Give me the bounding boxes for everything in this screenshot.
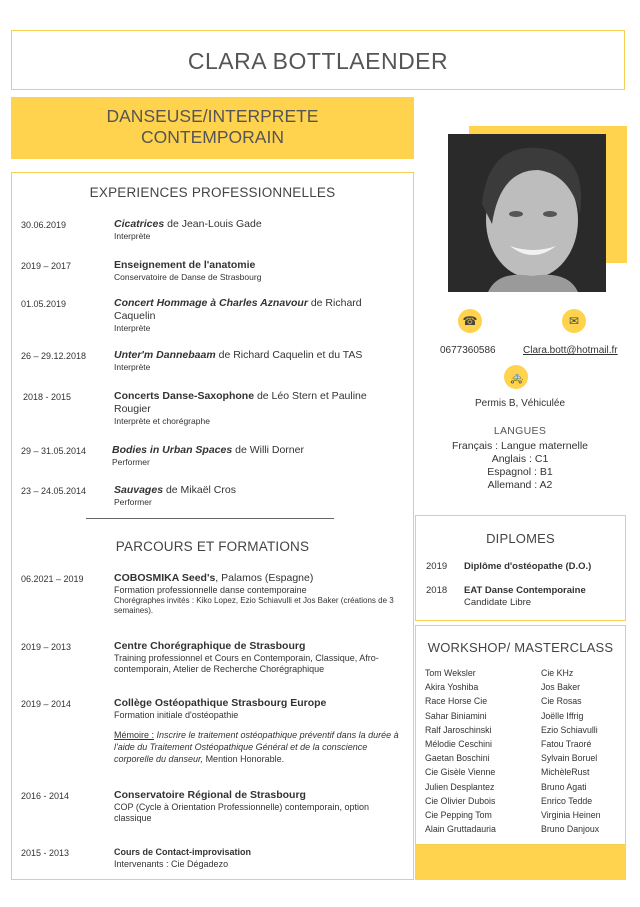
experiences-title: EXPERIENCES PROFESSIONNELLES	[89, 185, 336, 200]
workshop-name: Bruno Agati	[541, 781, 587, 792]
workshop-name: Cie KHz	[541, 668, 574, 678]
footer-accent	[415, 845, 626, 880]
diplome-sub: Candidate Libre	[464, 597, 532, 608]
experience-author: de Willi Dorner	[232, 444, 304, 456]
experience-role: Performer	[114, 497, 152, 507]
workshop-list-left	[425, 666, 496, 836]
experience-title: Concert Hommage à Charles Aznavour	[114, 297, 308, 309]
memoire-subject: Inscrire le traitement ostéopathique préventif dans la durée à l'aide du Traitement Ostéopathique Général et de la conscience corporelle du danseur,	[114, 730, 399, 764]
experience-title: Enseignement de l'anatomie	[114, 259, 256, 271]
formation-date: 2019 – 2014	[21, 699, 72, 709]
experience-title: Concerts Danse-Saxophone	[114, 390, 255, 402]
diplome-year: 2018	[426, 585, 448, 596]
experience-author: de Jean-Louis Gade	[164, 218, 262, 230]
formation-description: Formation initiale d'ostéopathie	[114, 710, 239, 720]
experience-role: Interprète	[114, 231, 151, 241]
workshop-name: Race Horse Cie	[425, 696, 488, 707]
workshop-name: Tom Weksler	[425, 668, 476, 678]
formation-date: 2019 – 2013	[21, 642, 72, 652]
workshop-name: Julien Desplantez	[425, 781, 495, 792]
experience-role: Interprète	[114, 323, 151, 333]
formation-title: Cours de Contact-improvisation	[114, 847, 252, 857]
experience-item	[114, 349, 404, 373]
memoire-mention: Mention Honorable.	[203, 754, 285, 764]
formation-description: Intervenants : Cie Dégadezo	[114, 859, 229, 869]
workshop-name: Sylvain Boruel	[541, 753, 598, 764]
formation-date: 06.2021 – 2019	[21, 574, 84, 584]
experience-date: 01.05.2019	[21, 299, 67, 309]
experience-author: de Léo Stern et Pauline Rougier	[114, 390, 367, 415]
formation-item	[114, 697, 404, 765]
diplome-name: EAT Danse Contemporaine	[464, 585, 586, 596]
workshop-list-right	[541, 666, 601, 836]
experience-date: 26 – 29.12.2018	[21, 351, 87, 361]
workshop-name: Ezio Schiavulli	[541, 724, 598, 735]
workshop-name: Cie Gisèle Vienne	[425, 767, 496, 778]
workshop-title: WORKSHOP/ MASTERCLASS	[427, 640, 614, 655]
memoire-text	[114, 729, 404, 765]
experience-item	[114, 218, 404, 242]
workshop-name: Jos Baker	[541, 682, 581, 693]
workshop-name: Joëlle Iffrig	[541, 710, 584, 721]
formation-item	[114, 640, 404, 675]
langue-item: Allemand : A2	[487, 479, 553, 491]
job-title-box	[11, 97, 414, 159]
workshop-name: Gaetan Boschini	[425, 753, 490, 764]
formation-description: Formation professionnelle danse contemporaine	[114, 585, 307, 595]
workshop-name: Bruno Danjoux	[541, 824, 600, 835]
diplome-year: 2019	[426, 561, 448, 572]
formation-date: 2015 - 2013	[21, 848, 70, 858]
person-name: CLARA BOTTLAENDER	[187, 48, 449, 74]
experience-date: 23 – 24.05.2014	[21, 486, 87, 496]
email-link[interactable]: Clara.bott@hotmail.fr	[523, 345, 618, 356]
diplome-name: Diplôme d'ostéopathe (D.O.)	[464, 561, 592, 572]
diplomes-title: DIPLOMES	[486, 531, 555, 546]
workshop-name: Ralf Jaroschinski	[425, 724, 492, 735]
formations-title: PARCOURS ET FORMATIONS	[115, 539, 310, 554]
experience-author: de Richard Caquelin et du TAS	[215, 349, 363, 361]
experience-date: 30.06.2019	[21, 220, 67, 230]
experience-date: 2018 - 2015	[23, 392, 72, 402]
formation-description: Training professionnel et Cours en Contemporain, Classique, Afro-contemporain, Atelier de Recherche Chorégraphique	[114, 653, 379, 674]
car-icon: 🚕	[504, 365, 528, 389]
formation-title: COBOSMIKA Seed's	[114, 572, 216, 584]
experience-item	[112, 444, 402, 468]
experience-item	[114, 297, 404, 334]
phone-number[interactable]: 0677360586	[440, 345, 496, 356]
experience-date: 29 – 31.05.2014	[21, 446, 87, 456]
experience-role: Conservatoire de Danse de Strasbourg	[114, 272, 262, 282]
workshop-name: Sahar Biniamini	[425, 710, 487, 721]
formation-title: Conservatoire Régional de Strasbourg	[114, 789, 306, 801]
experience-item	[114, 390, 404, 427]
formation-description: COP (Cycle à Orientation Professionnelle) contemporain, option classique	[114, 802, 369, 823]
memoire-label: Mémoire :	[114, 730, 155, 740]
workshop-name: Cie Olivier Dubois	[425, 795, 496, 806]
langue-item: Anglais : C1	[491, 453, 549, 465]
workshop-name: Enrico Tedde	[541, 795, 593, 806]
workshop-name: Cie Rosas	[541, 696, 582, 707]
formation-guests: Chorégraphes invités : Kiko Lopez, Ezio Schiavulli et Jos Baker (créations de 3 semaines).	[114, 596, 394, 615]
formation-item	[114, 846, 404, 870]
experience-author: de Richard Caquelin	[114, 297, 362, 322]
workshop-name: MichèleRust	[541, 767, 590, 778]
workshop-name: Akira Yoshiba	[425, 682, 479, 693]
formation-location: , Palamos (Espagne)	[215, 572, 314, 584]
workshop-name: Mélodie Ceschini	[425, 739, 492, 750]
experience-title: Unter'm Dannebaam	[114, 349, 216, 361]
workshop-name: Alain Gruttadauria	[425, 824, 496, 835]
permis-text: Permis B, Véhiculée	[474, 398, 566, 409]
langues-title: LANGUES	[493, 425, 547, 437]
formation-date: 2016 - 2014	[21, 791, 70, 801]
formation-item	[114, 572, 404, 616]
experience-title: Cicatrices	[114, 218, 165, 230]
section-divider	[86, 518, 334, 519]
experience-role: Interprète et chorégraphe	[114, 416, 210, 426]
experience-item	[114, 484, 404, 508]
experience-role: Interprète	[114, 362, 151, 372]
langue-item: Espagnol : B1	[487, 466, 553, 478]
email-icon: ✉	[562, 309, 586, 333]
name-header	[11, 30, 625, 90]
experience-role: Performer	[112, 457, 150, 467]
portrait-graphic	[448, 134, 606, 292]
profile-photo	[448, 134, 606, 292]
experience-item	[114, 259, 404, 283]
experience-author: de Mikaël Cros	[163, 484, 236, 496]
formation-title: Collège Ostéopathique Strasbourg Europe	[114, 697, 327, 709]
formation-item	[114, 789, 404, 824]
experience-title: Sauvages	[114, 484, 164, 496]
formation-title: Centre Chorégraphique de Strasbourg	[114, 640, 306, 652]
workshop-name: Fatou Traoré	[541, 739, 592, 750]
experience-date: 2019 – 2017	[21, 261, 72, 271]
job-title-line1: DANSEUSE/INTERPRETE	[106, 106, 319, 126]
diplomes-box	[415, 515, 626, 621]
workshop-name: Virginia Heinen	[541, 810, 601, 821]
experience-title: Bodies in Urban Spaces	[112, 444, 233, 456]
langue-item: Français : Langue maternelle	[452, 440, 588, 452]
workshop-name: Cie Pepping Tom	[425, 810, 492, 821]
job-title-line2: CONTEMPORAIN	[141, 127, 284, 147]
phone-icon: ☎	[458, 309, 482, 333]
